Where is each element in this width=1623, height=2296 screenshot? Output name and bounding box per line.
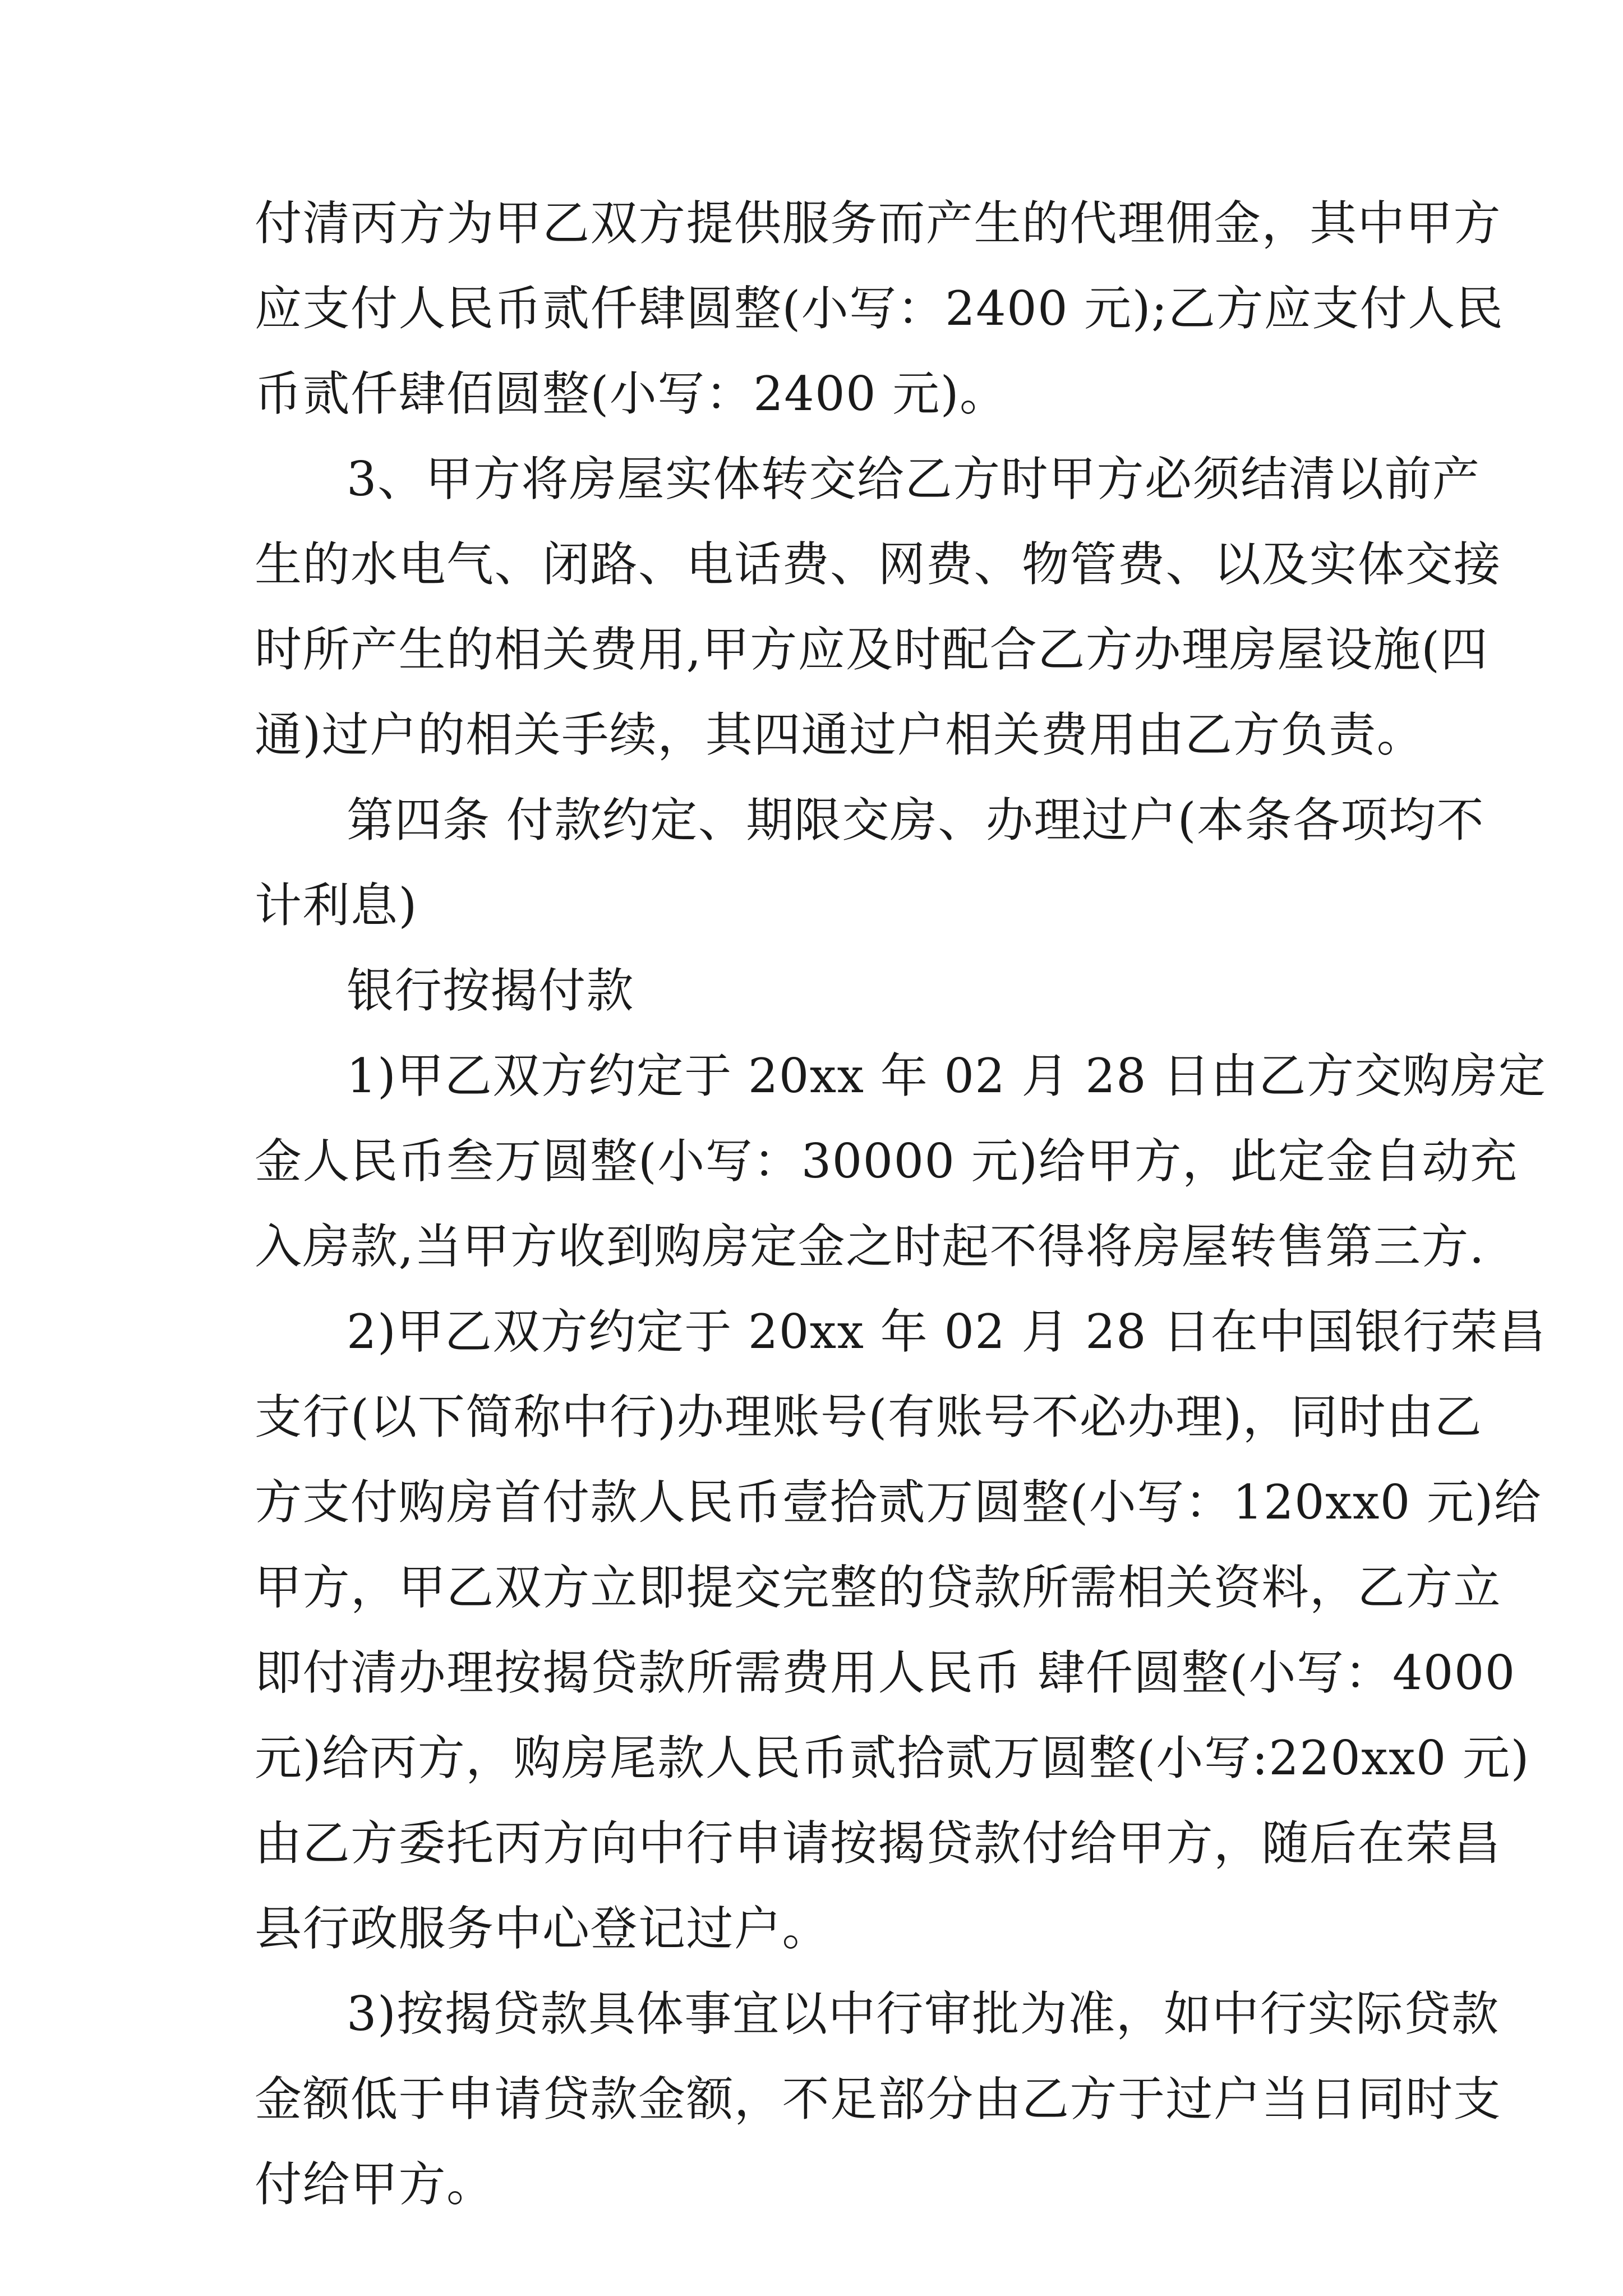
subheading: 银行按揭付款 <box>347 963 635 1018</box>
text-line: 入房款,当甲方收到购房定金之时起不得将房屋转售第三方. <box>255 1219 1485 1274</box>
text-line: 甲方，甲乙双方立即提交完整的贷款所需相关资料，乙方立 <box>255 1560 1502 1615</box>
text-line: 2)甲乙双方约定于 20xx 年 02 月 28 日在中国银行荣昌 <box>347 1304 1547 1359</box>
text-line: 通)过户的相关手续，其四通过户相关费用由乙方负责。 <box>255 707 1425 762</box>
text-line: 币贰仟肆佰圆整(小写：2400 元)。 <box>255 366 1008 421</box>
text-line: 生的水电气、闭路、电话费、网费、物管费、以及实体交接 <box>255 537 1502 592</box>
text-line: 计利息) <box>255 878 418 933</box>
body-text <box>255 181 1547 2227</box>
text-line: 县行政服务中心登记过户。 <box>255 1901 831 1956</box>
text-line: 3、甲方将房屋实体转交给乙方时甲方必须结清以前产 <box>347 452 1481 507</box>
text-line: 付清丙方为甲乙双方提供服务而产生的代理佣金，其中甲方 <box>255 196 1502 251</box>
text-line: 由乙方委托丙方向中行申请按揭贷款付给甲方，随后在荣昌 <box>255 1816 1502 1871</box>
text-line: 付给甲方。 <box>255 2157 495 2212</box>
text-line: 3)按揭贷款具体事宜以中行审批为准，如中行实际贷款 <box>347 1986 1500 2041</box>
text-line: 应支付人民币贰仟肆圆整(小写：2400 元);乙方应支付人民 <box>255 281 1504 336</box>
text-line: 方支付购房首付款人民币壹拾贰万圆整(小写：120xx0 元)给 <box>255 1475 1542 1530</box>
section-heading: 第四条 付款约定、期限交房、办理过户(本条各项均不 <box>347 793 1484 848</box>
text-line: 金额低于申请贷款金额，不足部分由乙方于过户当日同时支 <box>255 2072 1502 2127</box>
text-line: 支行(以下简称中行)办理账号(有账号不必办理)，同时由乙 <box>255 1389 1483 1444</box>
text-line: 金人民币叁万圆整(小写：30000 元)给甲方，此定金自动充 <box>255 1134 1518 1189</box>
text-line: 时所产生的相关费用,甲方应及时配合乙方办理房屋设施(四 <box>255 622 1488 677</box>
text-line: 1)甲乙双方约定于 20xx 年 02 月 28 日由乙方交购房定 <box>347 1048 1547 1103</box>
text-line: 即付清办理按揭贷款所需费用人民币 肆仟圆整(小写：4000 <box>255 1645 1516 1700</box>
text-line: 元)给丙方，购房尾款人民币贰拾贰万圆整(小写:220xx0 元) <box>255 1731 1530 1786</box>
